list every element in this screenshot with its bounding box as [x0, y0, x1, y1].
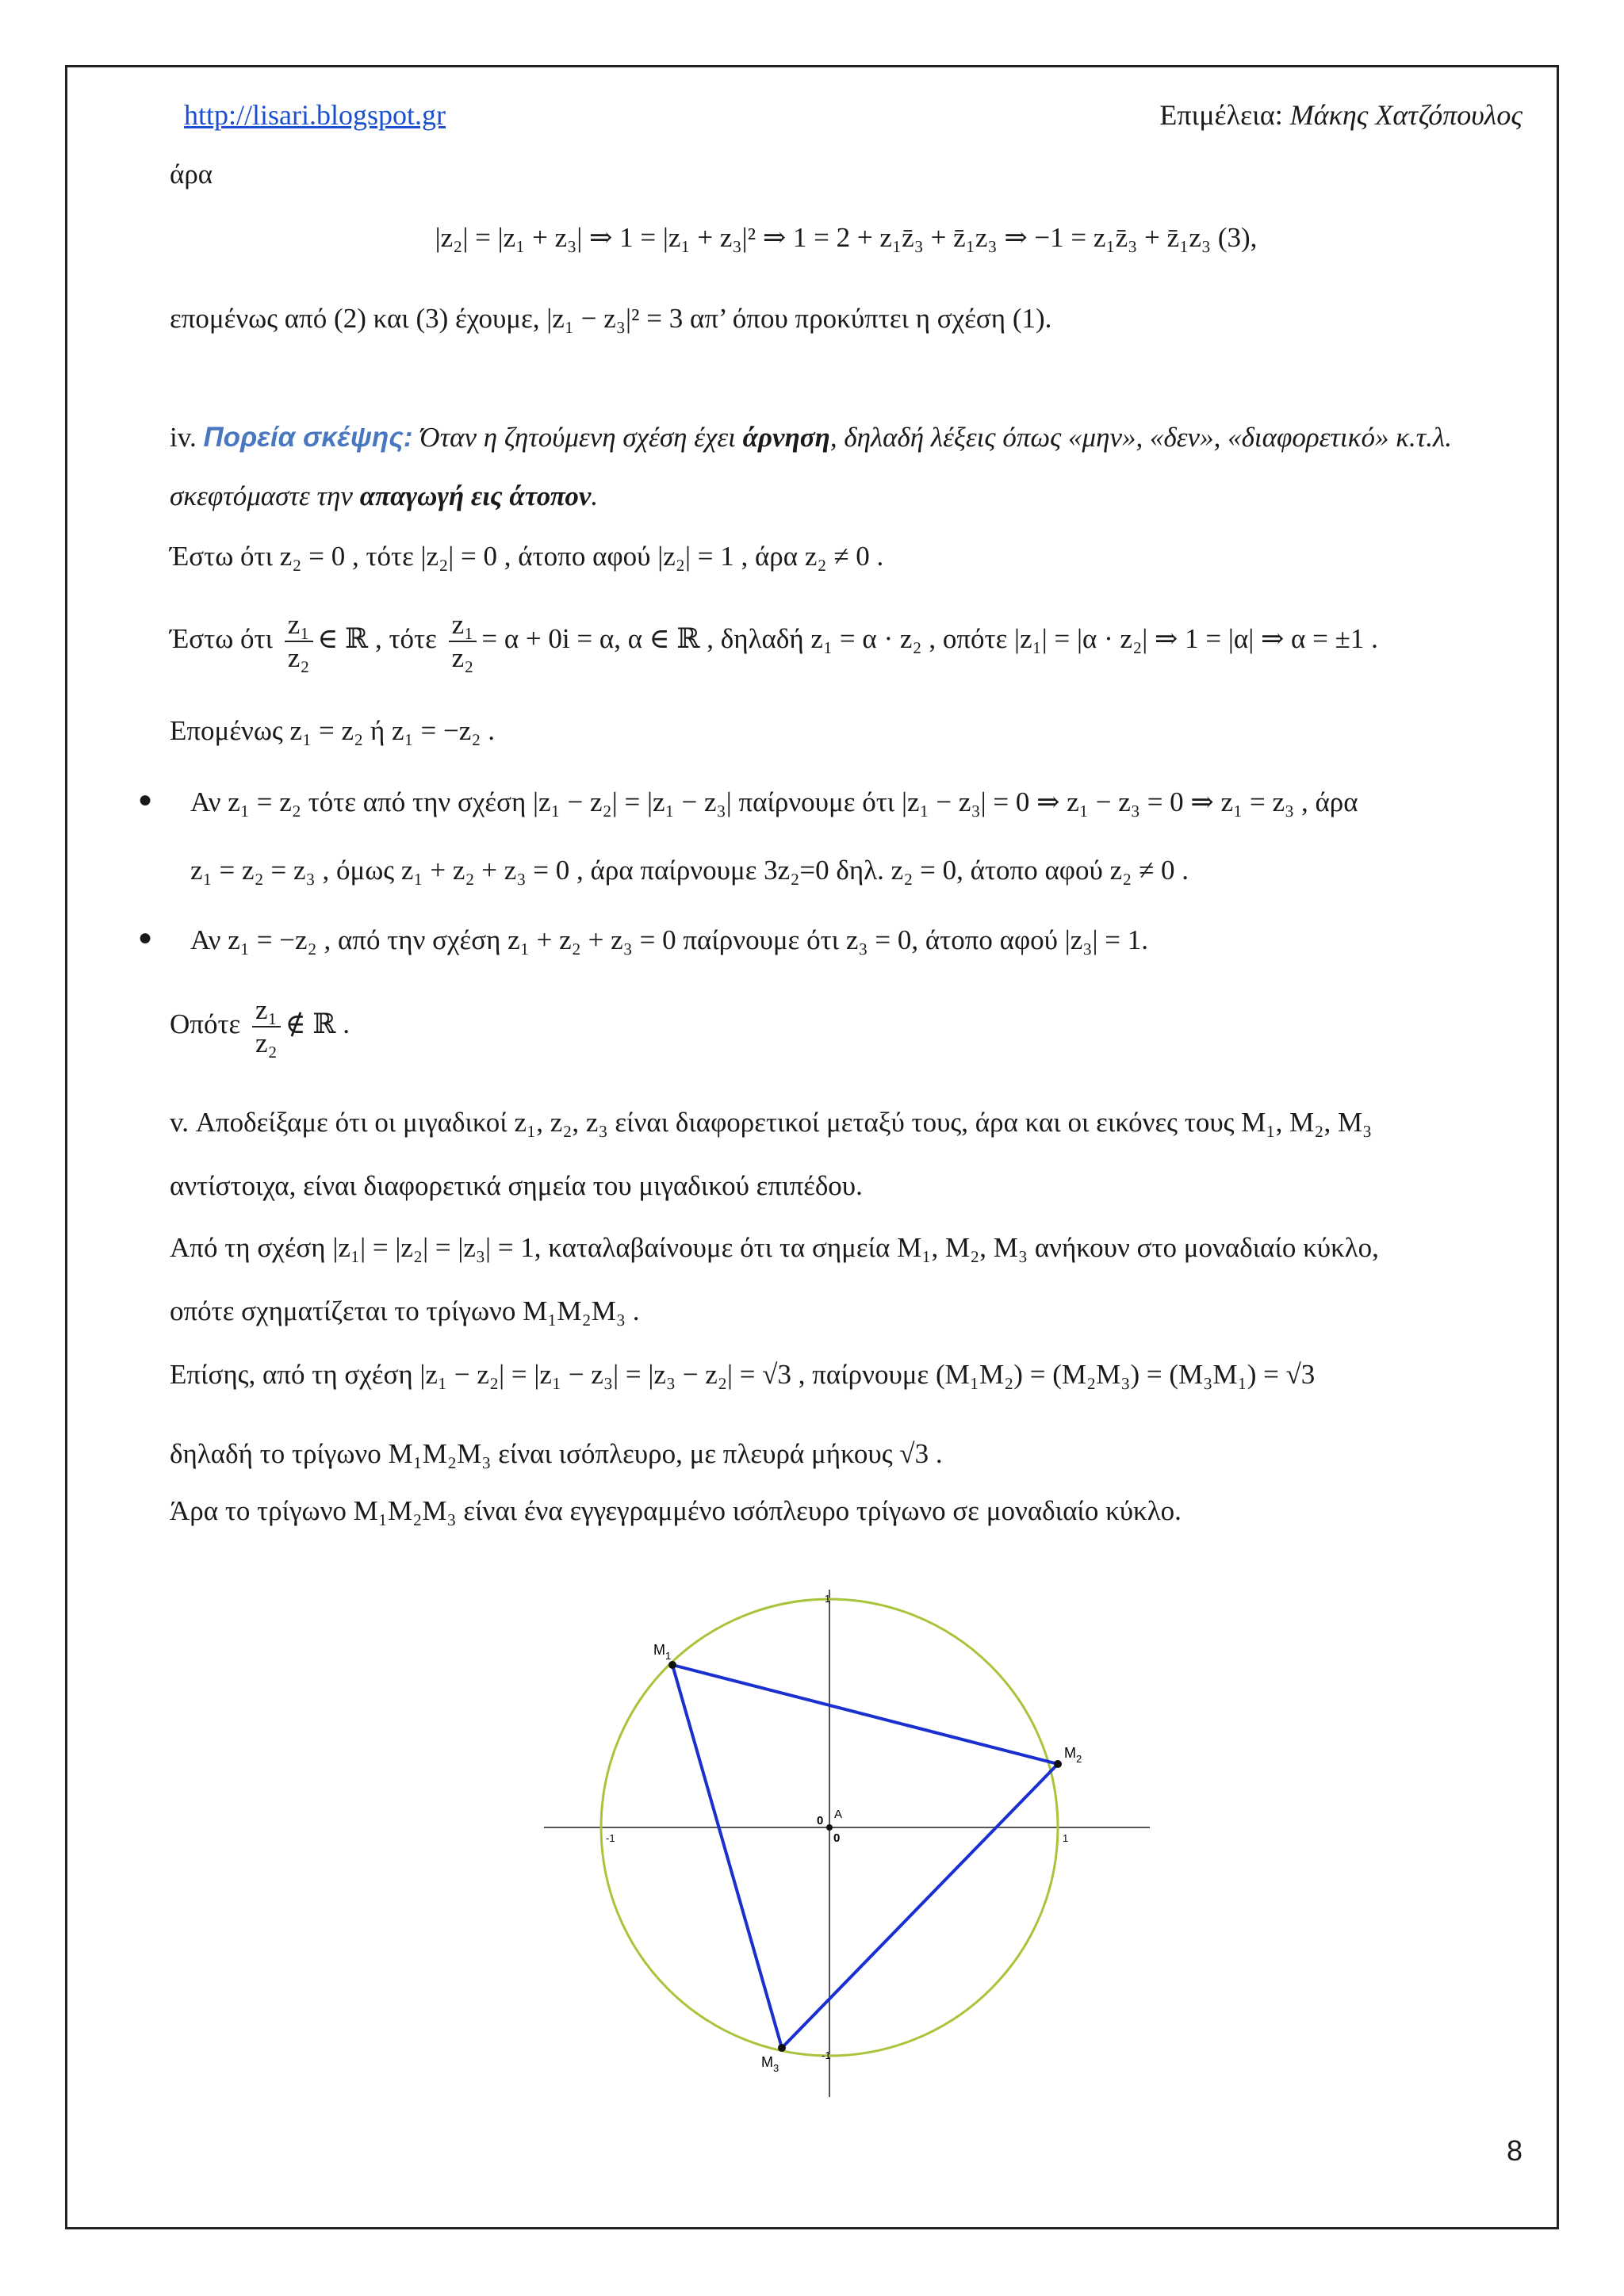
bullet-2-line: Αν z₁ = −z₂ , από την σχέση z₁ + z₂ + z₃ = 0 παίρνουμε ότι z₃ = 0, άτοπο αφού |z₃| = 1.: [190, 924, 1148, 955]
text-line-suppose-z2: Έστω ότι z₂ = 0 , τότε |z₂| = 0 , άτοπο αφού |z₂| = 1 , άρα z₂ ≠ 0 .: [170, 541, 884, 572]
fraction-numerator-b: z₁: [449, 609, 477, 642]
bullet-2-icon: ●: [138, 924, 153, 951]
label-m2: $M_2$: [1064, 1745, 1082, 1765]
text-line-hence: επομένως από (2) και (3) έχουμε, |z₁ − z₃|² = 3 απ’ όπου προκύπτει η σχέση (1).: [170, 303, 1052, 334]
page-number: 8: [1506, 2134, 1522, 2167]
point-m1: [668, 1661, 676, 1669]
editor-prefix: Επιμέλεια:: [1159, 99, 1290, 131]
opote-prefix: Οπότε: [170, 1008, 247, 1040]
fraction-numerator-c: z₁: [252, 994, 281, 1027]
v-line-3: Από τη σχέση |z₁| = |z₂| = |z₃| = 1, καταλαβαίνουμε ότι τα σημεία M₁, M₂, M₃ ανήκουν στο μοναδιαίο κύκλο,: [170, 1232, 1379, 1263]
suppose-in-r: ∈ ℝ , τότε: [317, 623, 444, 655]
iv-prefix: iv.: [170, 422, 204, 453]
iv-text-a: Όταν η ζητούμενη σχέση έχει: [412, 422, 743, 453]
label-m1: $M_1$: [653, 1642, 672, 1662]
tick-y-neg-label: -1: [822, 2049, 831, 2061]
tick-x-pos-label: 1: [1063, 1832, 1069, 1844]
v-line-7: Άρα το τρίγωνο M₁M₂M₃ είναι ένα εγγεγραμμένο ισόπλευρο τρίγωνο σε μοναδιαίο κύκλο.: [170, 1495, 1182, 1526]
label-x-zero: 0: [833, 1831, 841, 1845]
v-line-1: v. Αποδείξαμε ότι οι μιγαδικοί z₁, z₂, z₃ είναι διαφορετικοί μεταξύ τους, άρα και οι εικόνες τους M₁, M₂, M₃: [170, 1107, 1373, 1138]
opote-not-in-r: ∉ ℝ .: [285, 1008, 350, 1040]
axes: [544, 1590, 1150, 2097]
fraction-numerator: z₁: [285, 609, 313, 642]
iv-thinking-line: [170, 420, 1522, 455]
suppose-prefix: Έστω ότι: [170, 623, 280, 655]
editor-name: Μάκης Χατζόπουλος: [1289, 99, 1522, 131]
editor-credit: [1159, 98, 1522, 132]
text-line-ara: άρα: [170, 159, 213, 189]
iv-line2-b: .: [591, 480, 599, 511]
text-line-suppose-real: [170, 609, 1522, 674]
fraction-denominator-c: z₂: [255, 1027, 278, 1058]
iv-text-b: , δηλαδή λέξεις όπως «μην», «δεν», «διαφορετικό» κ.τ.λ.: [829, 422, 1452, 453]
fraction-z1-z2-b: [449, 609, 477, 674]
text-line-opote: [170, 994, 1522, 1059]
v-line-5: Επίσης, από τη σχέση |z₁ − z₂| = |z₁ − z₃| = |z₃ − z₂| = √3 , παίρνουμε (M₁M₂) = (M₂M₃) = (M₃M₁) = √3: [170, 1359, 1316, 1390]
iv-line2-bold: απαγωγή εις άτοπον: [359, 480, 592, 511]
equation-line-3: |z₂| = |z₁ + z₃| ⇒ 1 = |z₁ + z₃|² ⇒ 1 = 2 + z₁z̄₃ + z̄₁z₃ ⇒ −1 = z₁z̄₃ + z̄₁z₃ (3),: [435, 222, 1258, 253]
fraction-z1-z2: [285, 609, 313, 674]
bullet-1-line-2: z₁ = z₂ = z₃ , όμως z₁ + z₂ + z₃ = 0 , άρα παίρνουμε 3z₂=0 δηλ. z₂ = 0, άτοπο αφού z₂ ≠ 0 .: [190, 855, 1189, 886]
tick-x-neg-label: -1: [606, 1832, 615, 1844]
iv-accent: Πορεία σκέψης:: [203, 422, 413, 453]
label-origin-a: A: [834, 1808, 843, 1821]
iv-thinking-line-2: [170, 479, 1522, 514]
equilateral-triangle: [672, 1665, 1058, 2048]
bullet-1-line-1: Αν z₁ = z₂ τότε από την σχέση |z₁ − z₂| = |z₁ − z₃| παίρνουμε ότι |z₁ − z₃| = 0 ⇒ z₁ − z₃ = 0 ⇒ z₁ = z₃ , άρα: [190, 786, 1358, 817]
point-origin: [826, 1824, 833, 1831]
fraction-denominator: z₂: [287, 642, 310, 673]
text-line-therefore: Επομένως z₁ = z₂ ή z₁ = −z₂ .: [170, 715, 495, 746]
iv-line2-a: σκεφτόμαστε την: [170, 480, 360, 511]
bullet-1-icon: ●: [138, 786, 153, 813]
blog-link[interactable]: http://lisari.blogspot.gr: [184, 99, 446, 131]
v-line-2: αντίστοιχα, είναι διαφορετικά σημεία του μιγαδικού επιπέδου.: [170, 1170, 863, 1201]
fraction-z1-z2-c: [252, 994, 281, 1059]
unit-circle-figure: [539, 1590, 1158, 2105]
point-m3: [778, 2044, 786, 2052]
point-m2: [1054, 1760, 1062, 1768]
tick-y-pos-label: 1: [825, 1593, 831, 1605]
fraction-denominator-b: z₂: [451, 642, 474, 673]
label-m3: $M_3$: [761, 2054, 779, 2074]
iv-bold: άρνηση: [742, 422, 830, 453]
label-origin-zero: 0: [817, 1814, 824, 1827]
suppose-rest: = α + 0i = α, α ∈ ℝ , δηλαδή z₁ = α · z₂ , οπότε |z₁| = |α · z₂| ⇒ 1 = |α| ⇒ α = ±1 .: [481, 623, 1378, 655]
v-line-4: οπότε σχηματίζεται το τρίγωνο M₁M₂M₃ .: [170, 1295, 640, 1326]
v-line-6: δηλαδή το τρίγωνο M₁M₂M₃ είναι ισόπλευρο, με πλευρά μήκους √3 .: [170, 1438, 943, 1469]
